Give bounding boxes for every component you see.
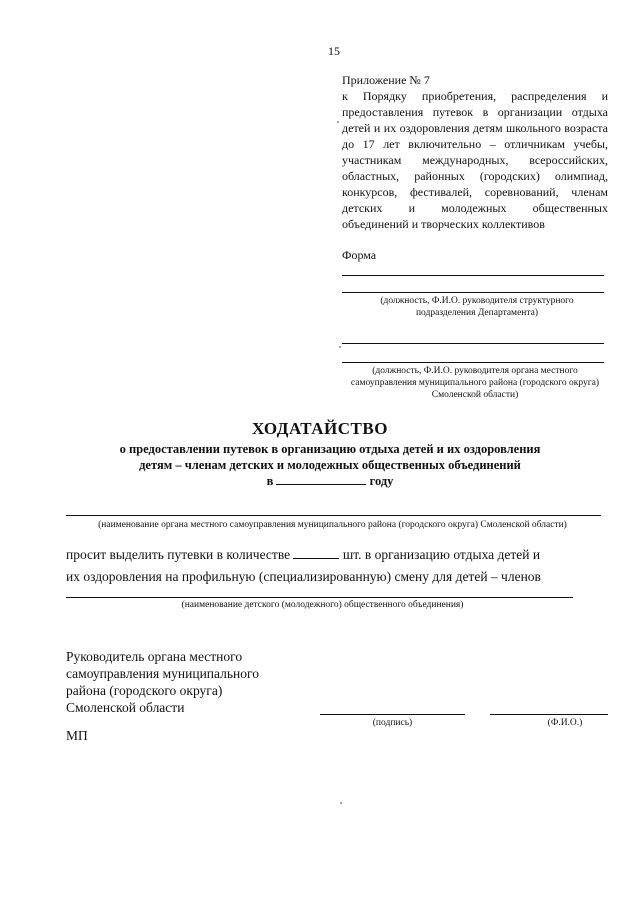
request-line-1 bbox=[66, 544, 611, 566]
subtitle-line-1: о предоставлении путевок в организацию отдыха детей и их оздоровления bbox=[119, 442, 541, 456]
signature-line[interactable] bbox=[320, 714, 465, 715]
addressee-line-1 bbox=[342, 275, 604, 276]
signatory-line-4: Смоленской области bbox=[66, 700, 185, 715]
request-line-2: их оздоровления на профильную (специализированную) смену для детей – членов bbox=[66, 569, 541, 584]
signatory-line-2: самоуправления муниципального bbox=[66, 666, 259, 681]
stamp-place: МП bbox=[66, 728, 88, 743]
association-caption: (наименование детского (молодежного) общественного объединения) bbox=[181, 600, 464, 610]
addressee-line-3 bbox=[342, 343, 604, 344]
association-name-line[interactable] bbox=[66, 597, 573, 598]
name-caption: (Ф.И.О.) bbox=[547, 718, 583, 728]
subtitle-line-2: детям – членам детских и молодежных общественных объединений bbox=[139, 458, 521, 472]
subtitle-line-3 bbox=[60, 473, 600, 489]
form-label: Форма bbox=[342, 248, 377, 262]
year-suffix: году bbox=[369, 474, 394, 488]
quantity-blank[interactable] bbox=[293, 558, 339, 559]
signatory-block bbox=[66, 648, 306, 716]
org-caption: (наименование органа местного самоуправления муниципального района (городского округа) Смоленской области) bbox=[98, 520, 567, 530]
year-prefix: в bbox=[266, 474, 274, 488]
scan-speck bbox=[337, 121, 339, 123]
document-title: ХОДАТАЙСТВО bbox=[252, 419, 388, 438]
scan-speck bbox=[340, 802, 342, 804]
request-text-part2: шт. в организацию отдыха детей и bbox=[342, 547, 541, 562]
signature-caption: (подпись) bbox=[372, 718, 413, 728]
org-name-line[interactable] bbox=[66, 515, 601, 516]
signatory-line-3: района (городского округа) bbox=[66, 683, 223, 698]
addressee-caption-1: (должность, Ф.И.О. руководителя структурного подразделения Департамента) bbox=[380, 296, 574, 318]
addressee-line-4 bbox=[342, 362, 604, 363]
page-number: 15 bbox=[328, 44, 340, 58]
appendix-title: Приложение № 7 bbox=[342, 73, 430, 87]
addressee-caption-2: (должность, Ф.И.О. руководителя органа местного самоуправления муниципального района (городского округа) Смоленской области) bbox=[350, 366, 600, 400]
signatory-line-1: Руководитель органа местного bbox=[66, 649, 243, 664]
scan-speck bbox=[339, 346, 341, 348]
request-text-part1: просит выделить путевки в количестве bbox=[66, 547, 291, 562]
addressee-line-2 bbox=[342, 292, 604, 293]
appendix-text: к Порядку приобретения, распределения и предоставления путевок в организации отдыха детей и их оздоровления детям школьного возраста до 17 лет включительно – отличникам учебы, участникам международных, всероссийских, областных, районных (городских) олимпиад, конкурсов, фестивалей, соревнований, членам детских и молодежных общественных объединений и творческих коллективов bbox=[342, 89, 608, 231]
year-blank[interactable] bbox=[276, 484, 366, 485]
name-line[interactable] bbox=[490, 714, 608, 715]
appendix-block bbox=[342, 72, 608, 232]
